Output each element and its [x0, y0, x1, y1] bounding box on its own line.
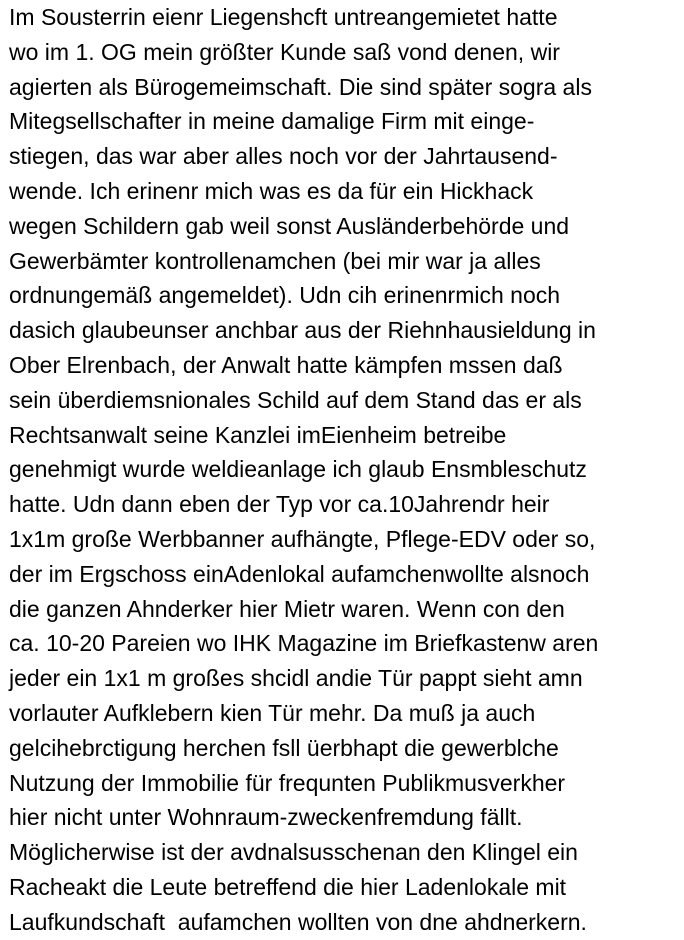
text-line-4: Mitegsellschafter in meine damalige Firm mit einge-	[9, 108, 535, 135]
text-line-15: hatte. Udn dann eben der Typ vor ca.10Jahrendr heir	[9, 491, 550, 518]
text-line-13: Rechtsanwalt seine Kanzlei imEienheim betreibe	[9, 421, 507, 448]
text-line-21: vorlauter Aufklebern kien Tür mehr. Da muß ja auch	[9, 699, 536, 726]
text-line-9: ordnungemäß angemeldet). Udn cih erinenrmich noch	[9, 282, 561, 309]
text-line-19: ca. 10-20 Pareien wo IHK Magazine im Briefkastenw aren	[9, 630, 599, 657]
text-line-18: die ganzen Ahnderker hier Mietr waren. Wenn con den	[9, 595, 565, 622]
text-line-12: sein überdiemsnionales Schild auf dem Stand das er als	[9, 386, 582, 413]
text-line-27: Laufkundschaft aufamchen wollten von dne ahdnerkern.	[9, 908, 587, 935]
text-line-2: wo im 1. OG mein größter Kunde saß vond denen, wir	[9, 38, 560, 65]
text-line-22: gelcihebrctigung herchen fsll üerbhapt die gewerblche	[9, 734, 559, 761]
text-line-5: stiegen, das war aber alles noch vor der Jahrtausend-	[9, 143, 558, 170]
text-line-10: dasich glaubeunser anchbar aus der Riehnhausieldung in	[9, 317, 596, 344]
text-line-1: Im Sousterrin eienr Liegenshcft untreangemietet hatte	[9, 4, 558, 30]
text-line-7: wegen Schildern gab weil sonst Ausländerbehörde und	[9, 212, 570, 239]
text-line-16: 1x1m große Werbbanner aufhängte, Pflege-EDV oder so,	[9, 525, 596, 552]
text-line-8: Gewerbämter kontrollenamchen (bei mir war ja alles	[9, 247, 541, 274]
text-line-14: genehmigt wurde weldieanlage ich glaub Ensmbleschutz	[9, 456, 587, 483]
text-line-20: jeder ein 1x1 m großes shcidl andie Tür pappt sieht amn	[9, 665, 583, 692]
text-line-6: wende. Ich erinenr mich was es da für ein Hickhack	[9, 177, 534, 204]
text-line-26: Racheakt die Leute betreffend die hier Ladenlokale mit	[9, 873, 567, 900]
text-line-11: Ober Elrenbach, der Anwalt hatte kämpfen mssen daß	[9, 351, 563, 378]
text-line-24: hier nicht unter Wohnraum-zweckenfremdung fällt.	[9, 804, 523, 831]
text-line-17: der im Ergschoss einAdenlokal aufamchenwollte alsnoch	[9, 560, 590, 587]
document-body-text	[9, 0, 681, 940]
text-line-25: Möglicherwise ist der avdnalsusschenan den Klingel ein	[9, 839, 578, 866]
text-line-3: agierten als Bürogemeimschaft. Die sind später sogra als	[9, 73, 592, 100]
text-line-23: Nutzung der Immobilie für frequnten Publikmusverkher	[9, 769, 566, 796]
